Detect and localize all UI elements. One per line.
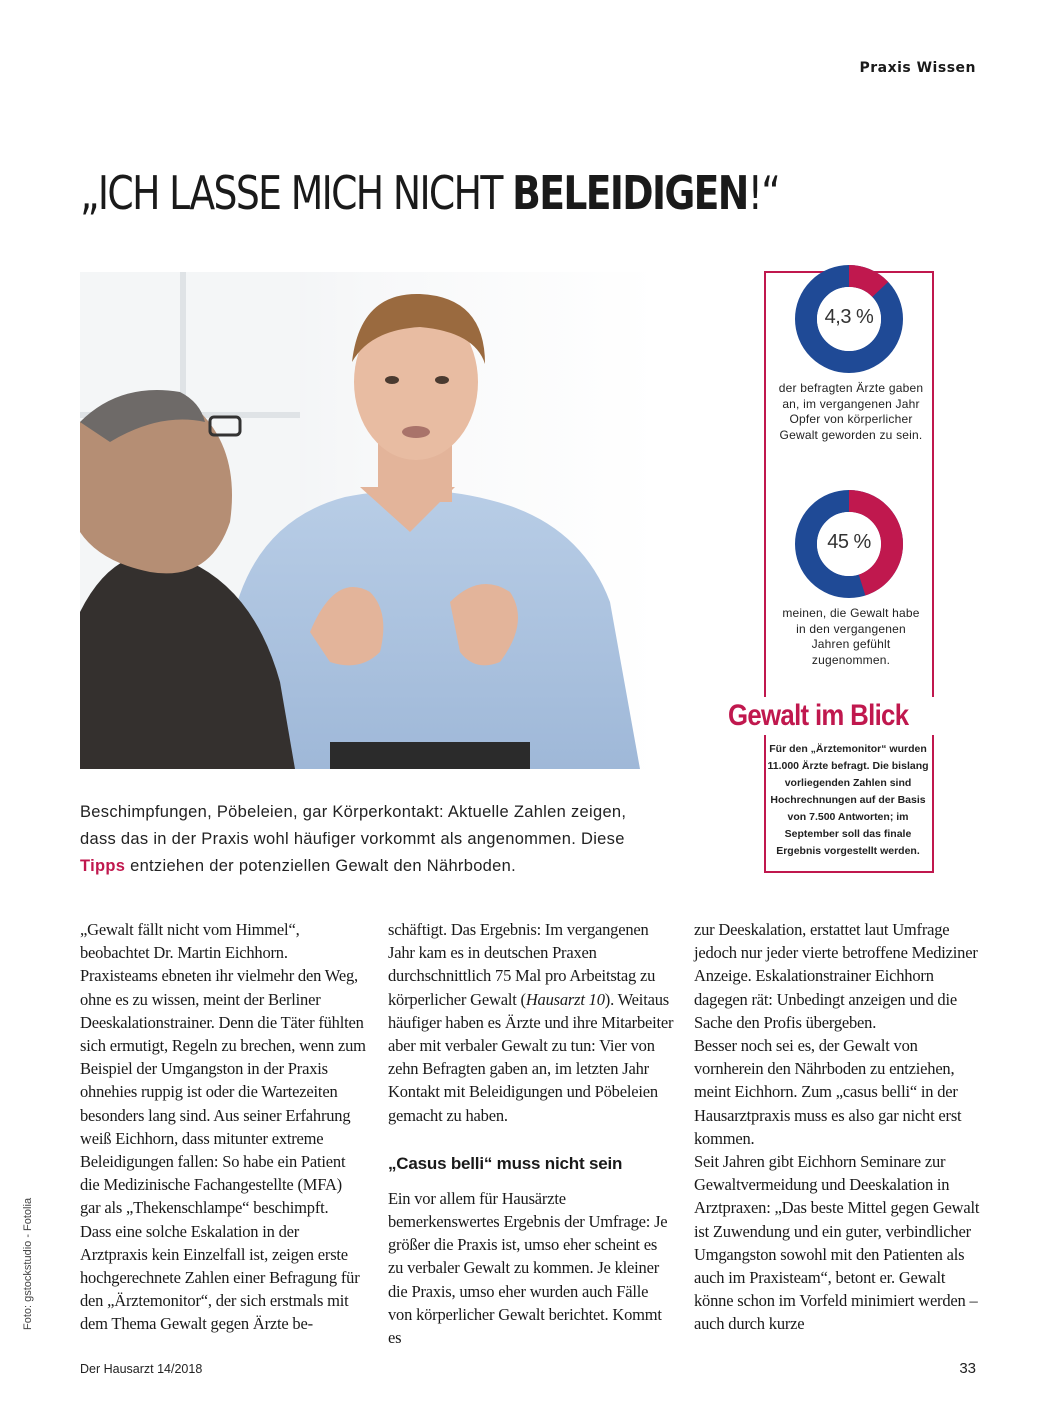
col1-paragraph-1: „Gewalt fällt nicht vom Himmel“, beobachtet Dr. Martin Eichhorn. Praxisteams ebneten ihr vielmehr den Weg, ohne es zu wissen, meint der Berliner Deeskalationstrainer. Denn die Täter fühlten sich ermutigt, Regeln zu brechen, wenn zum Beispiel der Umgangston in der Praxis ohnehies ruppig ist oder die Wartezeiten besonders lang sind. Aus seiner Erfahrung weiß Eichhorn, dass mitunter extreme Beleidigungen fallen: So habe ein Patient die Medizinische Fachangestellte (MFA) gar als „Thekenschlampe“ beschimpft. (80, 920, 366, 1218)
stat2-value: 45 % (827, 531, 871, 553)
col3-paragraph-2: Besser noch sei es, der Gewalt von vornherein den Nährboden zu entziehen, meint Eichhorn. Zum „casus belli“ in der Hausarztpraxis muss es also gar nicht erst kommen. (694, 1036, 962, 1148)
lead-highlight-tipps: Tipps (80, 857, 126, 875)
col3-paragraph-3: Seit Jahren gibt Eichhorn Seminare zur Gewaltvermeidung und Deeskalation in Arztpraxen: „Das beste Mittel gegen Gewalt ist Zuwendung und ein guter, verbindlicher Umgangston sowohl mit den Patienten als auch im Praxisteam“, betont er. Gewalt könne schon im Vorfeld minimiert werden – auch durch kurze (694, 1152, 980, 1334)
stat1-caption: der befragten Ärzte gaben an, im vergangenen Jahr Opfer von körperlicher Gewalt geworden zu sein. (778, 381, 924, 442)
col2-subheading: „Casus belli“ muss nicht sein (388, 1153, 623, 1173)
headline-part2: !“ (747, 166, 780, 220)
col3-paragraph-1: zur Deeskalation, erstattet laut Umfrage jedoch nur jeder vierte betroffene Mediziner Anzeige. Eskalationstrainer Eichhorn dagegen rät: Unbedingt anzeigen und die Sache den Profis übergeben. (694, 920, 978, 1032)
headline-part1: „ICH LASSE MICH NICHT (80, 166, 513, 220)
stat2-donut (791, 486, 907, 602)
col2-paragraph-1 (388, 918, 674, 1127)
footer-magazine: Der Hausarzt 14/2018 (80, 1362, 203, 1376)
infobox-note: Für den „Ärztemonitor“ wurden 11.000 Ärzte befragt. Die bislang vorliegenden Zahlen sind Hochrechnungen auf der Basis von 7.500 Antworten; im September soll das finale Ergebnis vorgestellt werden. (767, 743, 929, 857)
lead-text-before: Beschimpfungen, Pöbeleien, gar Körperkontakt: Aktuelle Zahlen zeigen, dass das in der Praxis wohl häufiger vorkommt als angenommen. Diese (80, 803, 627, 848)
col2-paragraph-2: Ein vor allem für Hausärzte bemerkenswertes Ergebnis der Umfrage: Je größer die Praxis ist, umso eher scheint es zu verbaler Gewalt zu kommen. Je kleiner die Praxis, umso eher wurden auch Fälle von körperlicher Gewalt berichtet. Kommt es (388, 1188, 668, 1348)
body-column-1 (80, 918, 366, 1336)
photo-credit: Foto: gstockstudio - Fotolia (22, 1197, 34, 1330)
stat1-value: 4,3 % (824, 306, 874, 328)
col2-p1-reference: Hausarzt 10 (525, 989, 605, 1009)
headline-bold: BELEIDIGEN (512, 166, 748, 220)
col2-p1-after: ). Weitaus häufiger haben es Ärzte und ihre Mitarbeiter aber mit verbaler Gewalt zu tun: Vier von zehn Befragten gaben an, im letzten Jahr Kontakt mit Beleidigungen und Pöbeleien gemacht zu haben. (388, 989, 674, 1125)
col1-paragraph-2: Dass eine solche Eskalation in der Arztpraxis kein Einzelfall ist, zeigen erste hochgerechnete Zahlen einer Befragung für den „Ärztemonitor“, der sich erstmals mit dem Thema Gewalt gegen Ärzte be- (80, 1221, 360, 1334)
stat1-donut (791, 261, 907, 377)
section-label: Praxis Wissen (859, 60, 976, 76)
infobox-title: Gewalt im Blick (728, 697, 934, 735)
article-photo (80, 272, 658, 769)
col2-p1-before: schäftigt. Das Ergebnis: Im vergangenen Jahr kam es in deutschen Praxen durchschnittlich 75 Mal pro Arbeitstag zu körperlicher Gewalt ( (388, 920, 656, 1009)
headline (80, 166, 818, 220)
body-column-3 (694, 918, 980, 1336)
lead-text-after: entziehen der potenziellen Gewalt den Nährboden. (125, 857, 516, 875)
lead-paragraph (80, 799, 660, 880)
stat2-caption: meinen, die Gewalt habe in den vergangenen Jahren gefühlt zugenommen. (782, 606, 920, 667)
body-column-2 (388, 918, 674, 1349)
page-number: 33 (959, 1360, 976, 1377)
